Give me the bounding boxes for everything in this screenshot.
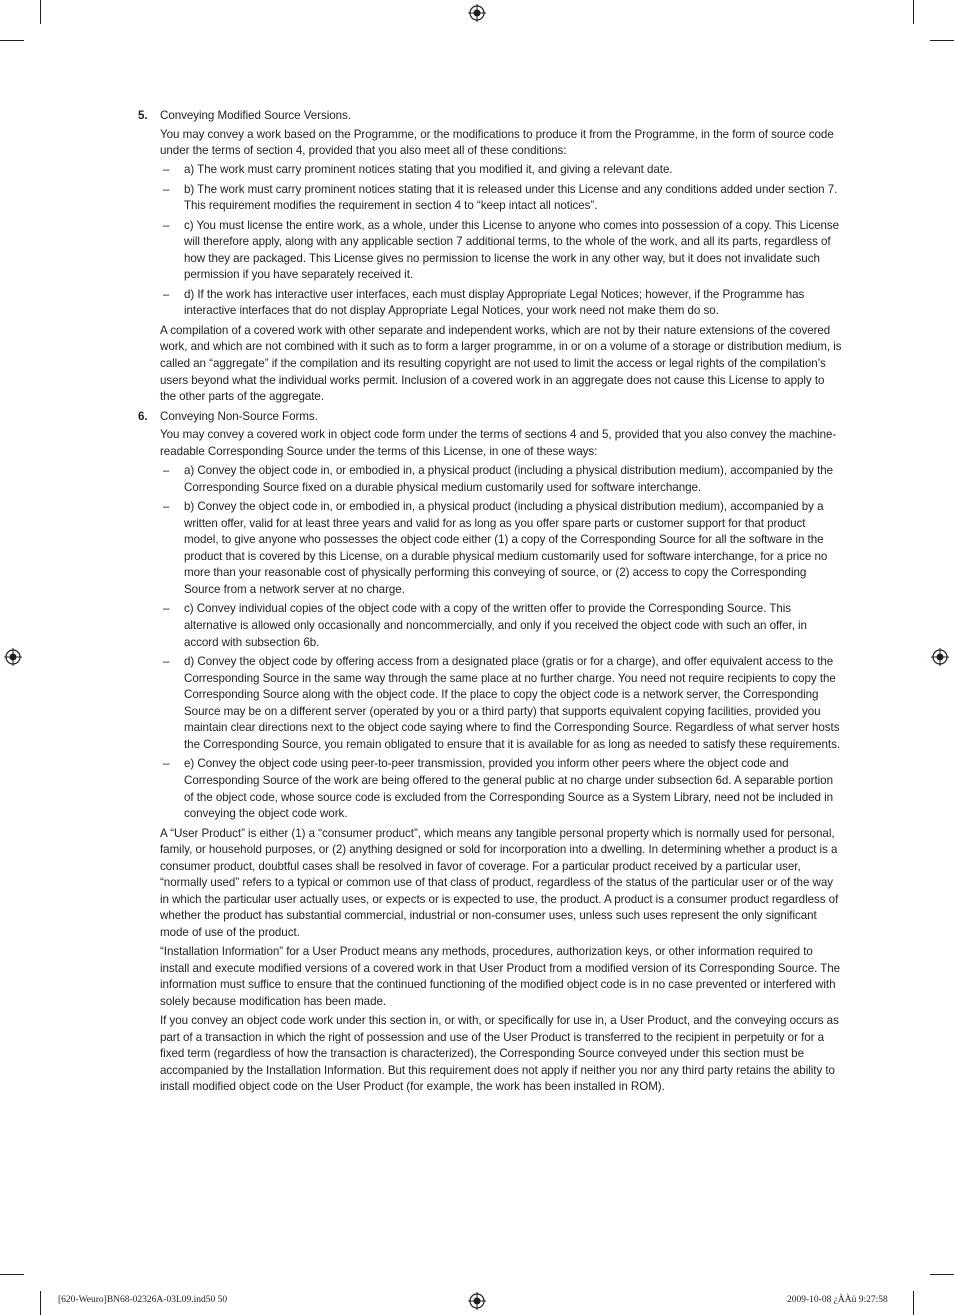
registration-mark-icon: [468, 1292, 486, 1310]
section-intro: You may convey a covered work in object code form under the terms of sections 4 and 5, provided that you also convey the machine-readable Corresponding Source under the terms of this License, in one of these ways:: [160, 428, 837, 458]
list-item-text: c) You must license the entire work, as a whole, under this License to anyone who comes into possession of a copy. This License will therefore apply, along with any applicable section 7 additional terms, to the whole of the work, and all its parts, regardless of how they are packaged. This License gives no permission to license the work in any other way, but it does not invalidate such permission if you have separately received it.: [184, 218, 840, 282]
crop-mark: [0, 40, 24, 41]
list-item: [163, 463, 842, 496]
list-item-text: d) If the work has interactive user interfaces, each must display Appropriate Legal Notices; however, if the Programme has interactive interfaces that do not display Appropriate Legal Notices, your work need not make them do so.: [184, 287, 805, 318]
list-item-text: a) Convey the object code in, or embodied in, a physical product (including a physical distribution medium), accompanied by the Corresponding Source fixed on a durable physical medium customarily used for software interchange.: [184, 464, 834, 494]
crop-mark: [930, 1274, 954, 1275]
list-item: [163, 182, 842, 215]
list-item-text: b) Convey the object code in, or embodied in, a physical product (including a physical distribution medium), accompanied by a written offer, valid for at least three years and valid for as long as you offer spare parts or customer support for that product model, to give anyone who possesses the object code either (1) a copy of the Corresponding Source for all the software in the product that is covered by this License, on a durable physical medium customarily used for software interchange, for a price no more than your reasonable cost of physically performing this conveying of source, or (2) access to copy the Corresponding Source from a network server at no charge.: [184, 500, 828, 597]
dash-icon: –: [163, 654, 170, 668]
registration-mark-icon: [4, 648, 22, 666]
license-body: [138, 108, 842, 1099]
list-item-text: b) The work must carry prominent notices stating that it is released under this License and any conditions added under section 7. This requirement modifies the requirement in section 4 to “keep intact all notices”.: [184, 182, 838, 213]
list-item-text: d) Convey the object code by offering access from a designated place (gratis or for a charge), and offer equivalent access to the Corresponding Source in the same way through the same place at no further charge. You need not require recipients to copy the Corresponding Source along with the object code. If the place to copy the object code is a network server, the Corresponding Source may be on a different server (operated by you or a third party) that supports equivalent copying facilities, provided you maintain clear directions next to the object code saying where to find the Corresponding Source. Regardless of what server hosts the Corresponding Source, you remain obligated to ensure that it is available for as long as needed to satisfy these requirements.: [184, 654, 841, 751]
dash-icon: –: [163, 602, 170, 616]
section-title: Conveying Modified Source Versions.: [160, 109, 351, 122]
list-item-text: e) Convey the object code using peer-to-peer transmission, provided you inform other peers where the object code and Corresponding Source of the work are being offered to the general public at no charge under subsection 6d. A separable portion of the object code, whose source code is excluded from the Corresponding Source as a System Library, need not be included in conveying the object code work.: [184, 757, 834, 821]
list-item: [163, 218, 842, 284]
section-title: Conveying Non-Source Forms.: [160, 409, 318, 423]
list-item: [163, 601, 842, 651]
list-item-text: a) The work must carry prominent notices stating that you modified it, and giving a relevant date.: [184, 163, 673, 177]
crop-mark: [40, 1291, 41, 1315]
registration-mark-icon: [931, 648, 949, 666]
dash-icon: –: [163, 182, 170, 196]
paragraph: A “User Product” is either (1) a “consumer product”, which means any tangible personal property which is normally used for personal, family, or household purposes, or (2) anything designed or sold for incorporation into a dwelling. In determining whether a product is a consumer product, doubtful cases shall be resolved in favor of coverage. For a particular product received by a particular user, “normally used” refers to a typical or common use of that class of product, regardless of the status of the particular user or of the way in which the particular user actually uses, or expects or is expected to use, the product. A product is a consumer product regardless of whether the product has substantial commercial, industrial or non-consumer uses, unless such uses represent the only significant mode of use of the product.: [160, 826, 839, 940]
dash-icon: –: [163, 287, 170, 301]
list-item: [163, 756, 842, 822]
list-item: [163, 287, 842, 320]
section-number: 6.: [138, 409, 148, 423]
crop-mark: [913, 1291, 914, 1315]
paragraph: If you convey an object code work under this section in, or with, or specifically for use in, a User Product, and the conveying occurs as part of a transaction in which the right of possession and use of the User Product is transferred to the recipient in perpetuity or for a fixed term (regardless of how the transaction is characterized), the Corresponding Source conveyed under this section must be accompanied by the Installation Information. But this requirement does not apply if neither you nor any third party retains the ability to install modified object code on the User Product (for example, the work has been installed in ROM).: [160, 1014, 839, 1094]
paragraph: “Installation Information” for a User Product means any methods, procedures, authorization keys, or other information required to install and execute modified versions of a covered work in that User Product from a modified version of its Corresponding Source. The information must suffice to ensure that the continued functioning of the modified object code is in no case prevented or interfered with solely because modification has been made.: [160, 945, 841, 1008]
paragraph: A compilation of a covered work with other separate and independent works, which are not by their nature extensions of the covered work, and which are not combined with it such as to form a larger programme, in or on a volume of a storage or distribution medium, is called an “aggregate” if the compilation and its resulting copyright are not used to limit the access or legal rights of the compilation’s users beyond what the individual works permit. Inclusion of a covered work in an aggregate does not cause this License to apply to the other parts of the aggregate.: [160, 323, 842, 404]
footer-timestamp: 2009-10-08 ¿ÀÀü 9:27:58: [787, 1295, 888, 1305]
section-heading: [138, 108, 842, 125]
footer-file-info: [620-Weuro]BN68-02326A-03L09.ind50 50: [58, 1295, 228, 1305]
dash-icon: –: [163, 757, 170, 771]
section-number: 5.: [138, 109, 148, 122]
list-item: [163, 499, 842, 599]
list-item: [163, 162, 842, 179]
section-5: [138, 108, 842, 406]
crop-mark: [0, 1274, 24, 1275]
section-intro: You may convey a work based on the Programme, or the modifications to produce it from the Programme, in the form of source code under the terms of section 4, provided that you also meet all of these conditions:: [160, 127, 834, 158]
crop-mark: [913, 0, 914, 24]
registration-mark-icon: [468, 4, 486, 22]
dash-icon: –: [163, 218, 170, 232]
dash-icon: –: [163, 464, 170, 478]
crop-mark: [40, 0, 41, 24]
dash-icon: –: [163, 163, 170, 177]
list-item-text: c) Convey individual copies of the object code with a copy of the written offer to provide the Corresponding Source. This alternative is allowed only occasionally and noncommercially, and only if you received the object code with such an offer, in accord with subsection 6b.: [184, 602, 807, 649]
crop-mark: [930, 40, 954, 41]
section-heading: [138, 409, 842, 426]
dash-icon: –: [163, 500, 170, 514]
list-item: [163, 654, 842, 754]
section-6: [138, 409, 842, 1096]
